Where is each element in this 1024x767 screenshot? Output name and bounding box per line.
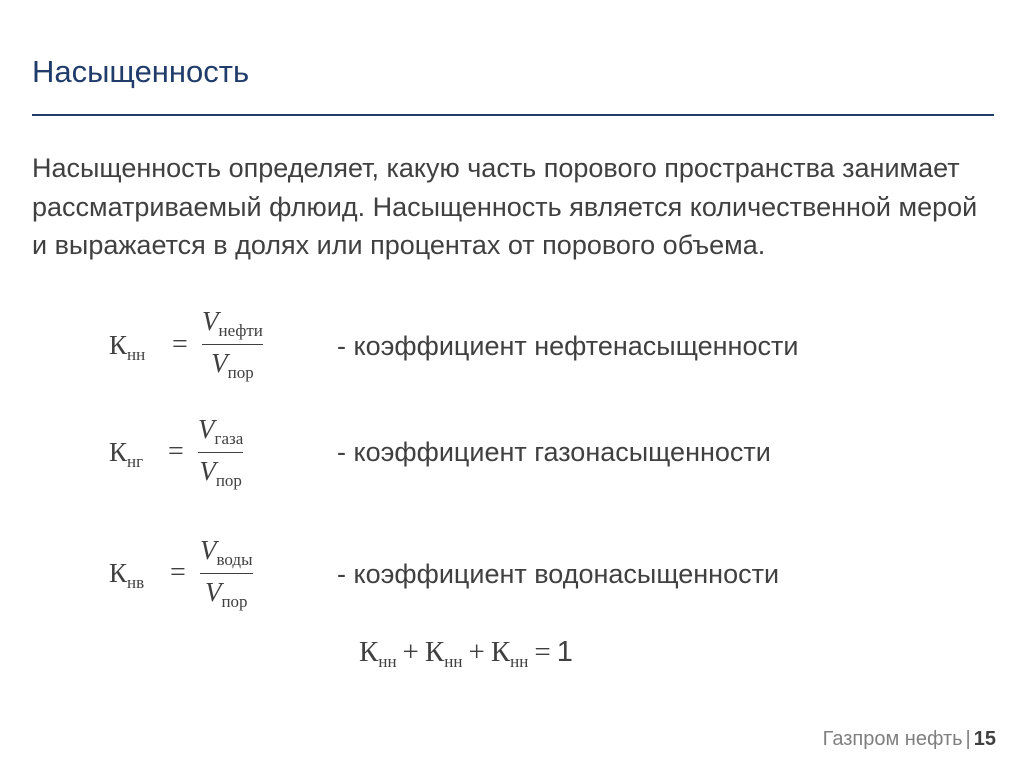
fraction: [202, 305, 263, 383]
fraction-denominator: [211, 347, 254, 383]
saturation-sum-equation: [359, 636, 573, 669]
sum-term-symbol: К: [424, 636, 445, 668]
sum-term-subscript: нн: [378, 652, 397, 671]
lhs-symbol: К: [109, 558, 128, 588]
fraction-numerator: [198, 413, 243, 449]
numerator-subscript: нефти: [218, 321, 263, 340]
formula-lhs: [109, 330, 146, 364]
formula-description: - коэффициент газонасыщенности: [337, 437, 771, 467]
footer-company: Газпром нефть: [822, 728, 963, 750]
formula-lhs: [109, 437, 144, 471]
fraction-bar: [198, 452, 243, 453]
formula-description: - коэффициент водонасыщенности: [337, 559, 780, 589]
slide-title: Насыщенность: [32, 54, 250, 89]
denominator-symbol: V: [204, 577, 222, 607]
numerator-subscript: газа: [214, 429, 244, 448]
formula-lhs: [109, 558, 145, 592]
sum-term-symbol: К: [359, 636, 379, 668]
sum-term-subscript: нн: [510, 652, 529, 671]
denominator-subscript: пор: [221, 592, 248, 611]
footer-separator: |: [965, 728, 971, 750]
title-divider: [32, 114, 994, 116]
equals-sign: =: [170, 557, 186, 588]
denominator-subscript: пор: [227, 363, 254, 382]
numerator-symbol: V: [200, 535, 217, 565]
sum-term-symbol: К: [490, 636, 511, 668]
lhs-subscript: нв: [127, 573, 145, 592]
fraction-numerator: [200, 534, 253, 570]
sum-result: 1: [556, 636, 573, 668]
equals-sign: =: [534, 636, 551, 668]
equals-sign: =: [168, 436, 184, 467]
equals-sign: =: [172, 329, 188, 360]
lhs-symbol: К: [109, 437, 128, 467]
formula-description: - коэффициент нефтенасыщенности: [337, 331, 799, 361]
lhs-subscript: нг: [127, 452, 144, 471]
fraction-bar: [202, 344, 263, 345]
fraction-bar: [200, 573, 253, 574]
denominator-symbol: V: [199, 456, 216, 486]
sum-term-subscript: нн: [444, 652, 463, 671]
fraction-denominator: [205, 576, 248, 612]
page-number: 15: [973, 728, 996, 750]
slide-footer: [823, 728, 996, 751]
numerator-symbol: V: [198, 414, 215, 444]
numerator-subscript: воды: [216, 550, 253, 569]
lhs-symbol: К: [109, 330, 128, 360]
fraction: [198, 413, 243, 491]
body-paragraph: Насыщенность определяет, какую часть порового пространства занимает рассматриваемый флюид. Насыщенность является количественной мерой и выражается в долях или процентах от порового объема.: [32, 153, 978, 260]
fraction-numerator: [202, 305, 263, 341]
denominator-symbol: V: [211, 348, 228, 378]
plus-sign: +: [402, 636, 419, 668]
numerator-symbol: V: [202, 306, 219, 336]
denominator-subscript: пор: [215, 471, 242, 490]
lhs-subscript: нн: [127, 345, 146, 364]
fraction-denominator: [199, 455, 242, 491]
plus-sign: +: [468, 636, 485, 668]
fraction: [200, 534, 253, 612]
